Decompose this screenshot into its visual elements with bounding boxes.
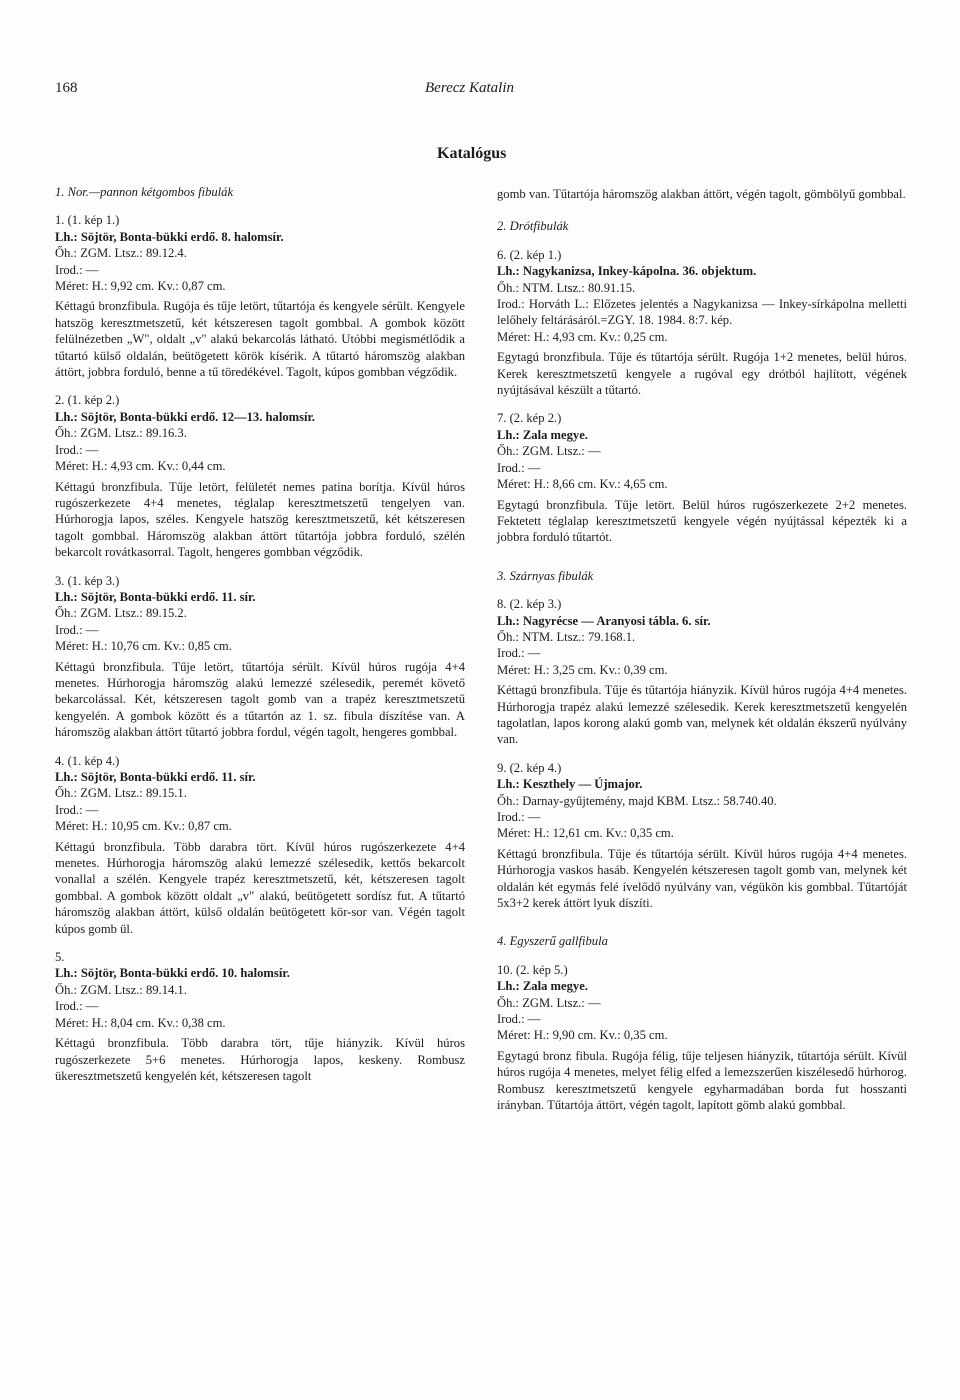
entry-description: Kéttagú bronzfibula. Több darabra tört, tűje hiányzik. Kívül húros rugószerkezete 5+6 menetes. Húrhorogja lapos, keskeny. Rombusz ükeresztmetszetű kengyelén két, kétszeresen tagolt <box>55 1036 465 1083</box>
entry-size: Méret: H.: 10,95 cm. Kv.: 0,87 cm. <box>55 819 232 834</box>
continued-description: gomb van. Tűtartója háromszög alakban áttört, végén tagolt, gömbölyű gombbal. <box>497 187 906 201</box>
catalog-title: Katalógus <box>437 145 507 162</box>
entry-site: Lh.: Söjtör, Bonta-bükki erdő. 11. sír. <box>55 770 256 784</box>
entry-description: Kéttagú bronzfibula. Tűje és tűtartója hiányzik. Kívül húros rugója 4+4 menetes. Húrhorogja trapéz alakú lemezzé szélesedik. Kerek keresztmetszetű kengyelén tagolatlan, lapos korong alakú gomb van, melynek két oldalán ékszerű nyúlvány van. <box>497 683 907 747</box>
entry-size: Méret: H.: 9,92 cm. Kv.: 0,87 cm. <box>55 279 226 294</box>
entry-repository: Őh.: NTM. Ltsz.: 80.91.15. <box>497 280 636 295</box>
entry-size: Méret: H.: 8,66 cm. Kv.: 4,65 cm. <box>497 477 668 492</box>
catalog-entry <box>55 392 465 560</box>
entry-size: Méret: H.: 3,25 cm. Kv.: 0,39 cm. <box>497 662 668 677</box>
entry-site: Lh.: Söjtör, Bonta-bükki erdő. 11. sír. <box>55 589 256 604</box>
catalog-entry <box>55 753 465 937</box>
entry-description: Kéttagú bronzfibula. Több darabra tört. Kívül húros rugószerkezete 4+4 menetes. Húrhorogja háromszög alakú lemezzé szélesedik, kettős bekarcolt vonallal a szélén. Kengyele trapéz keresztmetszetű, két, kétszeresen tagolt gombbal. A gombok között oldalt „v" alakú, beütögetett sordísz fut. A tűtartó háromszög alakban áttört, külső oldalán beütögetett kör-sor van. Végén tagolt kúpos gomb ül. <box>55 839 465 936</box>
catalog-entry <box>55 212 465 380</box>
entry-number: 7. (2. kép 2.) <box>497 411 562 426</box>
entry-number: 3. (1. kép 3.) <box>55 573 120 588</box>
entry-number: 6. (2. kép 1.) <box>497 247 562 262</box>
page-number: 168 <box>55 80 78 96</box>
catalog-entry <box>497 962 907 1114</box>
entry-site: Lh.: Nagykanizsa, Inkey-kápolna. 36. objektum. <box>497 264 757 279</box>
catalog-entry <box>497 596 907 748</box>
entry-literature: Irod.: — <box>497 460 541 475</box>
entry-description: Kéttagú bronzfibula. Tűje letört, tűtartója sérült. Kívül húros rugója 4+4 menetes. Húrhorogja háromszög alakú lemezzé szélesedik, peremét követő bekarcolással. Két, kétszeresen tagolt gomb van a trapéz keresztmetszetű kengyelén. A gombok között és a tűtartón az 1. sz. fibula díszítése van. A háromszög alakban áttört tűtartó jobbra fordul, végén tagolt, hengeres gombbal. <box>55 659 465 740</box>
entry-repository: Őh.: ZGM. Ltsz.: 89.16.3. <box>55 426 187 441</box>
entry-repository: Őh.: Darnay-gyűjtemény, majd KBM. Ltsz.: 58.740.40. <box>497 793 777 808</box>
entry-number: 2. (1. kép 2.) <box>55 393 120 408</box>
entry-number: 10. (2. kép 5.) <box>497 962 568 977</box>
entry-size: Méret: H.: 8,04 cm. Kv.: 0,38 cm. <box>55 1015 226 1030</box>
left-column <box>55 184 465 1096</box>
entry-repository: Őh.: ZGM. Ltsz.: — <box>497 995 601 1010</box>
catalog-entry <box>55 949 465 1084</box>
entry-literature: Irod.: — <box>497 1012 541 1027</box>
entry-repository: Őh.: NTM. Ltsz.: 79.168.1. <box>497 629 636 644</box>
entry-description: Egytagú bronz fibula. Rugója félig, tűje teljesen hiányzik, tűtartója sérült. Kívül húros rugója 4 menetes, melyet félig elfed a lemezszerűen kiszélesedő húrhorog. Rombusz keresztmetszetű kengyele egyharmadában borda fut hosszanti irányban. Tűtartója áttört, végén tagolt, lapított gömb alakú gombbal. <box>497 1048 907 1113</box>
entry-literature: Irod.: — <box>55 999 99 1014</box>
entry-literature: Irod.: — <box>497 646 541 661</box>
entry-number: 8. (2. kép 3.) <box>497 597 562 612</box>
entry-site: Lh.: Söjtör, Bonta-bükki erdő. 8. halomsír. <box>55 229 284 244</box>
entry-size: Méret: H.: 12,61 cm. Kv.: 0,35 cm. <box>497 826 674 841</box>
section-title: 2. Drótfibulák <box>497 219 569 234</box>
entry-literature: Irod.: — <box>55 442 99 457</box>
entry-repository: Őh.: ZGM. Ltsz.: 89.14.1. <box>55 982 187 997</box>
entry-size: Méret: H.: 4,93 cm. Kv.: 0,25 cm. <box>497 329 668 344</box>
entry-site: Lh.: Zala megye. <box>497 427 588 442</box>
entry-literature: Irod.: Horváth L.: Előzetes jelentés a Nagykanizsa — Inkey-sírkápolna melletti lelőhely feltárásáról.=ZGY. 18. 1984. 8:7. kép. <box>497 297 907 328</box>
entry-site: Lh.: Söjtör, Bonta-bükki erdő. 12—13. halomsír. <box>55 409 316 424</box>
catalog-entry <box>497 247 907 399</box>
section-title: 3. Szárnyas fibulák <box>497 568 594 583</box>
entry-literature: Irod.: — <box>55 262 99 277</box>
right-column <box>497 186 907 1126</box>
section-title: 1. Nor.—pannon kétgombos fibulák <box>55 185 234 199</box>
section-title: 4. Egyszerű gallfibula <box>497 934 608 949</box>
entry-repository: Őh.: ZGM. Ltsz.: 89.12.4. <box>55 246 187 261</box>
entry-size: Méret: H.: 10,76 cm. Kv.: 0,85 cm. <box>55 639 232 654</box>
entry-literature: Irod.: — <box>55 802 99 817</box>
entry-number: 5. <box>55 950 65 965</box>
entry-description: Kéttagú bronzfibula. Tűje letört, felületét nemes patina borítja. Kívül húros rugószerkezete 4+4 menetes, téglalap keresztmetszetű tengelyen van. Húrhorogja lapos, széles. Kengyele hatszög keresztmetszetű, két kétszeresen tagolt gombbal. Háromszög alakban áttört tűtartója jobbra forduló, szélén bekarcolt rovátkasorral. Tagolt, hengeres gombban végződik. <box>55 479 465 560</box>
entry-description: Egytagú bronzfibula. Tűje és tűtartója sérült. Rugója 1+2 menetes, belül húros. Kerek keresztmetszetű kengyele a rugóval egy drótból hajlított, végének nyújtásával készült a tűtartó. <box>497 350 907 398</box>
entry-repository: Őh.: ZGM. Ltsz.: 89.15.1. <box>55 786 187 801</box>
entry-description: Kéttagú bronzfibula. Tűje és tűtartója sérült. Kívül húros rugója 4+4 menetes. Húrhorogja vaskos hasáb. Kengyelén kétszeresen tagolt gomb van, melynek két oldalán két egymás felé ívelődő nyúlvány van, végükön kis gombbal. Tűtartóját 5x3+2 kerek áttört lyuk díszíti. <box>497 846 907 911</box>
entry-literature: Irod.: — <box>55 622 99 637</box>
entry-number: 9. (2. kép 4.) <box>497 760 562 775</box>
entry-number: 4. (1. kép 4.) <box>55 753 120 768</box>
entry-size: Méret: H.: 9,90 cm. Kv.: 0,35 cm. <box>497 1028 668 1043</box>
catalog-entry <box>497 760 907 912</box>
entry-description: Kéttagú bronzfibula. Rugója és tűje letört, tűtartója és kengyele sérült. Kengyele hatszög keresztmetszetű, két kétszeresen tagolt gombbal. A gombok között felülnézetben „W", oldalt „v" alakú bekarcolás látható. Utóbbi megismétlődik a tűtartó külső oldalán, beütögetett körök kísérik. A tűtartó háromszög alakban áttört, jobbra forduló, benne a tű töredékével. Tagolt, kúpos gombban végződik. <box>55 299 465 380</box>
running-head: Berecz Katalin <box>425 80 515 96</box>
entry-repository: Őh.: ZGM. Ltsz.: — <box>497 444 601 459</box>
entry-description: Egytagú bronzfibula. Tűje letört. Belül húros rugószerkezete 2+2 menetes. Fektetett téglalap keresztmetszetű kengyele végén nyújtással képezték ki a jobbra forduló tűtartót. <box>497 497 907 545</box>
entry-site: Lh.: Keszthely — Újmajor. <box>497 777 643 792</box>
catalog-entry <box>497 410 907 545</box>
entry-site: Lh.: Söjtör, Bonta-bükki erdő. 10. halomsír. <box>55 966 290 981</box>
entry-site: Lh.: Zala megye. <box>497 979 588 994</box>
catalog-entry <box>55 573 465 741</box>
entry-literature: Irod.: — <box>497 810 541 824</box>
entry-number: 1. (1. kép 1.) <box>55 213 120 228</box>
entry-repository: Őh.: ZGM. Ltsz.: 89.15.2. <box>55 606 187 621</box>
entry-size: Méret: H.: 4,93 cm. Kv.: 0,44 cm. <box>55 459 226 474</box>
entry-site: Lh.: Nagyrécse — Aranyosi tábla. 6. sír. <box>497 613 711 628</box>
